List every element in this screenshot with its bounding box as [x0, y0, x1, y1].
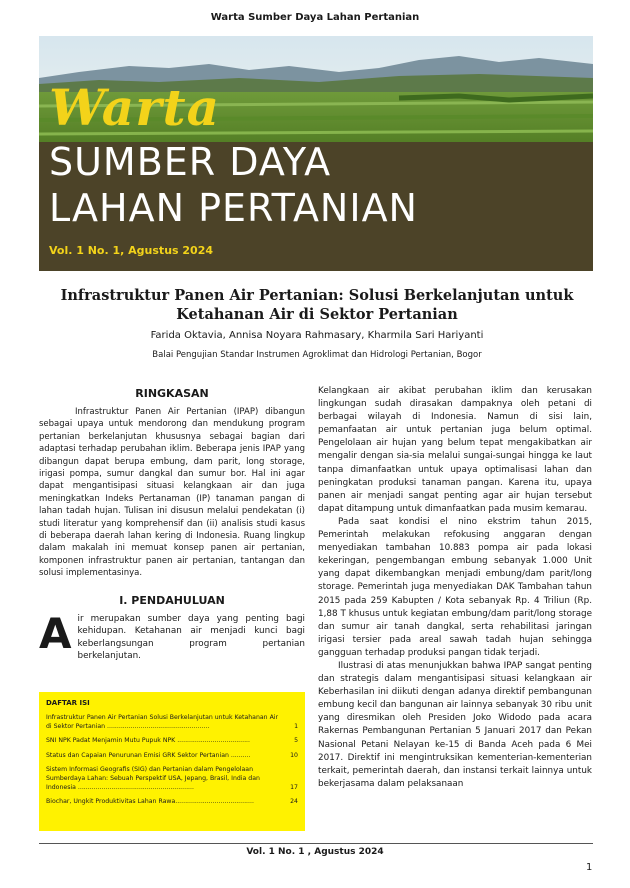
body-paragraph: Pada saat kondisi el nino ekstrim tahun 2015, Pemerintah melakukan refokusing anggaran dengan menyediakan tambahan 10.883 pompa air pada lokasi kekeringan, pengembangan embung sebanyak 1.000 Unit yang dapat dikembangkan menjadi embung/dam parit/long storage. Pemerintah juga menyediakan DAK Tambahan tahun 2015 pada 259 Kabupten / Kota sebanyak Rp. 4 Triliun (Rp. 1,88 T khusus untuk kegiatan embung/dam parit/long storage dan sumur air tanah dangkal, serta rehabilitasi jaringan irigasi tersier pada areal sawah tadah hujan sehingga gangguan terhadap produksi pangan tidak terjadi.: [318, 516, 592, 658]
left-column: [39, 387, 305, 663]
toc-item[interactable]: [46, 737, 298, 746]
introduction-heading: I. PENDAHULUAN: [119, 593, 225, 607]
toc-item-page: 10: [290, 751, 298, 759]
page-number: 1: [586, 862, 593, 873]
masthead-title-line1: SUMBER DAYA: [49, 140, 332, 184]
masthead: [39, 36, 593, 271]
body-paragraph: Ilustrasi di atas menunjukkan bahwa IPAP sangat penting dan strategis dalam mengantisipasi situasi kelangkaan air Keberhasilan ini diikuti dengan adanya direktif pembangunan embung kecil dan bangunan air lainnya sebanyak 30 ribu unit yang diresmikan oleh Presiden Joko Widodo pada acara Rakernas Pembangunan Pertanian 5 Januari 2017 dan Pekan Nasional Petani Nelayan ke-15 di Banda Aceh pada 6 Mei 2017. Direktif ini mengintruksikan kementerian-kementerian terkait, pemerintah daerah, dan instansi terkait lainnya untuk bekerjasama dalam pelaksanaan: [318, 660, 592, 789]
masthead-volume: Vol. 1 No. 1, Agustus 2024: [49, 244, 214, 257]
article-affiliation: Balai Pengujian Standar Instrumen Agroklimat dan Hidrologi Pertanian, Bogor: [152, 350, 482, 360]
toc-item-text: Biochar, Ungkit Produktivitas Lahan Rawa........................................: [46, 798, 254, 806]
introduction-text: ir merupakan sumber daya yang penting bagi kehidupan. Ketahanan air menjadi kunci bagi keberlangsungan program pertanian berkelanjutan.: [77, 613, 305, 662]
toc-item-text: Sistem Informasi Geografis (SIG) dan Pertanian dalam Pengelolaan Sumberdaya Lahan: Sebuah Perspektif USA, Jepang, Brasil, India dan Indonesia ...........................................................: [46, 766, 260, 791]
introduction-paragraph: [39, 608, 305, 663]
masthead-warta: Warta: [49, 78, 221, 137]
article-title: Infrastruktur Panen Air Pertanian: Solusi Berkelanjutan untuk Ketahanan Air di Sektor Pertanian: [60, 287, 574, 323]
right-column: [318, 385, 592, 791]
abstract-text: Infrastruktur Panen Air Pertanian (IPAP) dibangun sebagai upaya untuk mendorong dan mendukung program pertanian berkelanjutan khususnya sebagai bagian dari adaptasi terhadap perubahan iklim. Beberapa jenis IPAP yang dibangun dapat berupa embung, dam parit, long storage, irigasi pompa, sumur dangkal dan sumur bor. Hal ini agar dapat mengantisipasi situasi kelangkaan air dan juga meningkatkan Indeks Pertanaman (IP) tanaman pangan di lahan tadah hujan. Tulisan ini disusun melalui pendekatan (i) studi literatur yang komprehensif dan (ii) analisis studi kasus di beberapa daerah lahan kering di Indonesia. Ruang lingkup dalam makalah ini memuat konsep panen air pertanian, komponen infrastruktur panen air pertanian, tantangan dan solusi implementasinya.: [39, 407, 305, 579]
table-of-contents: [39, 692, 305, 831]
footer-divider: [39, 843, 593, 844]
toc-item[interactable]: [46, 714, 298, 731]
toc-item-text: Status dan Capaian Penurunan Emisi GRK Sektor Pertanian ..........: [46, 751, 251, 759]
article-authors: Farida Oktavia, Annisa Noyara Rahmasary, Kharmila Sari Hariyanti: [150, 330, 484, 341]
toc-item-text: SNI NPK Padat Menjamin Mutu Pupuk NPK .....................................: [46, 737, 250, 745]
body-paragraph: Kelangkaan air akibat perubahan iklim dan kerusakan lingkungan sudah dirasakan dampaknya oleh petani di berbagai wilayah di Indonesia. Namun di sisi lain, pemanfaatan air untuk pertanian juga belum optimal. Pengelolaan air hujan yang belum tepat mengakibatkan air mengalir dengan sia-sia melalui sungai-sungai hingga ke laut tanpa dimanfaatkan untuk upaya optimalisasi lahan dan peningkatan produksi tanaman pangan. Karena itu, upaya panen air menjadi sangat penting agar air hujan tersebut dapat ditampung untuk dimanfaatkan pada musim kemarau.: [318, 386, 592, 514]
toc-item-page: 1: [294, 722, 298, 730]
toc-item[interactable]: [46, 752, 298, 761]
running-header: Warta Sumber Daya Lahan Pertanian: [210, 12, 420, 23]
toc-item-text: Infrastruktur Panen Air Pertanian Solusi Berkelanjutan untuk Ketahanan Air di Sektor Pertanian ....................................................: [46, 714, 279, 730]
toc-item[interactable]: [46, 798, 298, 807]
toc-item-page: 24: [290, 798, 298, 806]
dropcap: A: [39, 608, 72, 658]
abstract-heading: RINGKASAN: [135, 387, 209, 400]
toc-item-page: 5: [294, 737, 298, 745]
toc-item-page: 17: [290, 783, 298, 791]
masthead-title-line2: LAHAN PERTANIAN: [49, 186, 418, 230]
footer: Vol. 1 No. 1 , Agustus 2024: [246, 847, 384, 857]
toc-title: DAFTAR ISI: [46, 699, 90, 707]
toc-item[interactable]: [46, 766, 298, 792]
